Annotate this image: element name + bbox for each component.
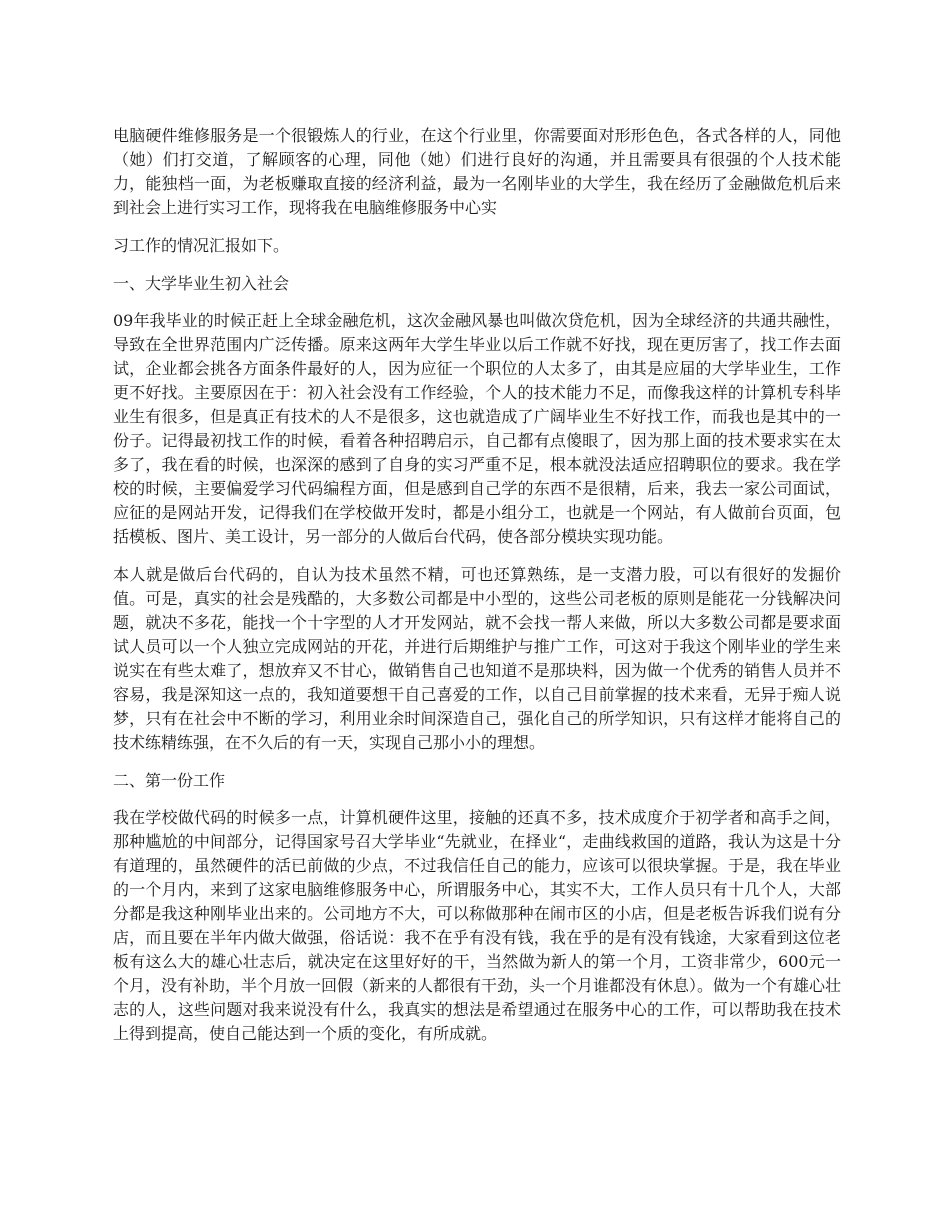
section-heading-1: 一、大学毕业生初入社会 xyxy=(113,274,290,293)
section-heading-2: 二、第一份工作 xyxy=(113,771,226,790)
document-body xyxy=(113,124,841,1060)
section-1-paragraph-1: 09年我毕业的时候正赶上全球金融危机，这次金融风暴也叫做次贷危机，因为全球经济的共通共融性，导致在全世界范围内广泛传播。原来这两年大学生毕业以后工作就不好找，现在更厉害了，找工作去面试，企业都会挑各方面条件最好的人，因为应征一个职位的人太多了，由其是应届的大学毕业生，工作更不好找。主要原因在于：初入社会没有工作经验，个人的技术能力不足，而像我这样的计算机专科毕业生有很多，但是真正有技术的人不是很多，这也就造成了广阔毕业生不好找工作，而我也是其中的一份子。记得最初找工作的时候，看着各种招聘启示，自己都有点傻眼了，因为那上面的技术要求实在太多了，我在看的时候，也深深的感到了自身的实习严重不足，根本就没法适应招聘职位的要求。我在学校的时候，主要偏爱学习代码编程方面，但是感到自己学的东西不是很精，后来，我去一家公司面试，应征的是网站开发，记得我们在学校做开发时，都是小组分工，也就是一个网站，有人做前台页面，包括模板、图片、美工设计，另一部分的人做后台代码，使各部分模块实现功能。 xyxy=(113,311,841,546)
intro-continuation: 习工作的情况汇报如下。 xyxy=(113,236,290,255)
intro-paragraph: 电脑硬件维修服务是一个很锻炼人的行业，在这个行业里，你需要面对形形色色，各式各样的人，同他（她）们打交道，了解顾客的心理，同他（她）们进行良好的沟通，并且需要具有很强的个人技术能力，能独档一面，为老板赚取直接的经济利益，最为一名刚毕业的大学生，我在经历了金融做危机后来到社会上进行实习工作，现将我在电脑维修服务中心实 xyxy=(113,126,841,217)
section-1-paragraph-2: 本人就是做后台代码的，自认为技术虽然不精，可也还算熟练，是一支潜力股，可以有很好的发掘价值。可是，真实的社会是残酷的，大多数公司都是中小型的，这些公司老板的原则是能花一分钱解决问题，就决不多花，能找一个十字型的人才开发网站，就不会找一帮人来做，所以大多数公司都是要求面试人员可以一个人独立完成网站的开花，并进行后期维护与推广工作，可这对于我这个刚毕业的学生来说实在有些太难了，想放弃又不甘心，做销售自己也知道不是那块料，因为做一个优秀的销售人员并不容易，我是深知这一点的，我知道要想干自己喜爱的工作，以自己目前掌握的技术来看，无异于痴人说梦，只有在社会中不断的学习，利用业余时间深造自己，强化自己的所学知识，只有这样才能将自己的技术练精练强，在不久后的有一天，实现自己那小小的理想。 xyxy=(113,565,841,752)
section-2-paragraph-1: 我在学校做代码的时候多一点，计算机硬件这里，接触的还真不多，技术成度介于初学者和高手之间，那种尴尬的中间部分，记得国家号召大学毕业“先就业，在择业“，走曲线救国的道路，我认为这是十分有道理的，虽然硬件的活已前做的少点，不过我信任自己的能力，应该可以很块掌握。于是，我在毕业的一个月内，来到了这家电脑维修服务中心，所谓服务中心，其实不大，工作人员只有十几个人，大部分都是我这种刚毕业出来的。公司地方不大，可以称做那种在闹市区的小店，但是老板告诉我们说有分店，而且要在半年内做大做强，俗话说：我不在乎有没有钱，我在乎的是有没有钱途，大家看到这位老板有这么大的雄心壮志后，就决定在这里好好的干，当然做为新人的第一个月，工资非常少，600元一个月，没有补助，半个月放一回假（新来的人都很有干劲，头一个月谁都没有休息）。做为一个有雄心壮志的人，这些问题对我来说没有什么，我真实的想法是希望通过在服务中心的工作，可以帮助我在技术上得到提高，使自己能达到一个质的变化，有所成就。 xyxy=(113,808,842,1043)
